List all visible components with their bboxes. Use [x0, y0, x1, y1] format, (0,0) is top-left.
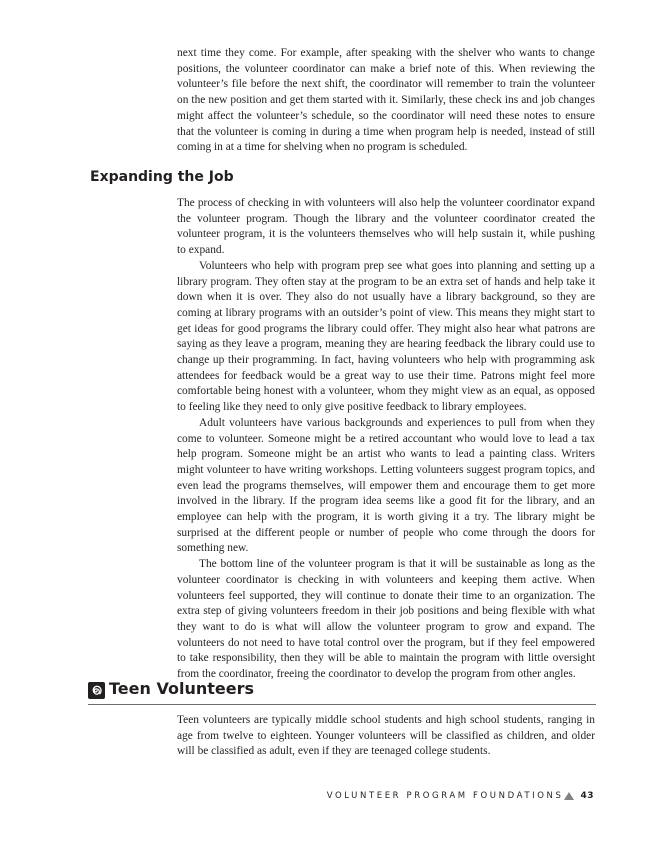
expanding-paragraph-1: The process of checking in with volunteers will also help the volunteer coordinator expand the volunteer program. Though the library and the volunteer coordinator created the volunteer program, it is the volunteers themselves who will help sustain it, while pushing to expand.	[177, 197, 595, 257]
section-heading-teen: Teen Volunteers	[109, 679, 254, 698]
expanding-text-block	[177, 196, 595, 683]
section-heading-expanding: Expanding the Job	[90, 169, 234, 185]
expanding-paragraph-3: Adult volunteers have various backgrounds and experiences to pull from when they come to volunteer. Someone might be a retired accountant who would love to lead a tax help program. Someone might be an artist who wants to lead a painting class. Writers might volunteer to have writing workshops. Letting volunteers suggest program topics, and even lead the programs themselves, will empower them and encourage them to get more involved in the library. If the program idea seems like a good fit for the library, and an employee can help with the program, it is worth giving it a try. The library might be surprised at the different people or number of people who come through the doors for something new.	[177, 416, 595, 555]
page-footer	[327, 791, 594, 801]
expanding-paragraph-4: The bottom line of the volunteer program is that it will be sustainable as long as the volunteer coordinator is checking in with volunteers and keeping them active. When volunteers feel supported, they will continue to donate their time to an organization. The extra step of giving volunteers freedom in their job positions and being flexible with what they want to do is what will allow the volunteer program to grow and expand. The volunteers do not need to have total control over the program, but if they feel empowered to take responsibility, then they will be able to maintain the program with little oversight from the coordinator, freeing the coordinator to develop the program from other angles.	[177, 558, 595, 681]
section-heading-teen-bar	[88, 681, 596, 705]
spiral-icon	[88, 682, 105, 699]
intro-text-block	[177, 46, 595, 156]
expanding-paragraph-2: Volunteers who help with program prep see what goes into planning and setting up a library program. They often stay at the program to be an extra set of hands and help take it down when it is over. They also do not usually have a library background, so they are coming at library programs with an outsider’s point of view. This means they might start to get ideas for good programs the library could offer. They might also hear what patrons are saying as they leave a program, meaning they are hearing feedback the library could use to change up their programming. In fact, having volunteers who help with programming ask attendees for feedback would be a great way to use their time. Patrons might feel more comfortable being honest with a volunteer, whom they might view as an equal, as opposed to feeling like they need to only give positive feedback to library employees.	[177, 259, 595, 414]
running-title: VOLUNTEER PROGRAM FOUNDATIONS	[326, 791, 564, 801]
teen-text-block	[177, 713, 595, 760]
teen-paragraph: Teen volunteers are typically middle school students and high school students, ranging in age from twelve to eighteen. Younger volunteers will be classified as children, and older will be classified as adult, even if they are teenaged college students.	[177, 714, 595, 758]
triangle-icon	[564, 792, 574, 800]
page-number: 43	[580, 791, 594, 801]
intro-paragraph: next time they come. For example, after speaking with the shelver who wants to change positions, the volunteer coordinator can make a brief note of this. When reviewing the volunteer’s file before the next shift, the coordinator will remember to train the volunteer on the new position and get them started with it. Similarly, these check ins and job changes might affect the volunteer’s schedule, so the coordinator will need these notes to ensure that the volunteer is coming in during a time when program help is needed, instead of still coming in at a time for shelving when no program is scheduled.	[177, 47, 595, 154]
